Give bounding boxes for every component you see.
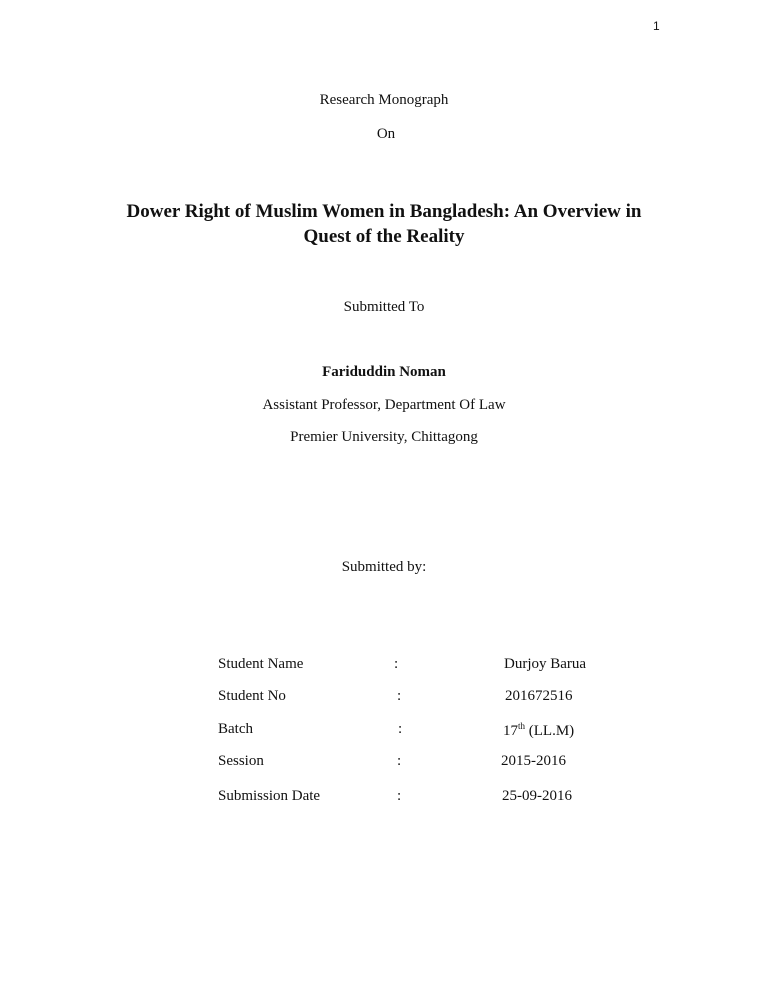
detail-label: Student Name	[218, 656, 304, 672]
page-number: 1	[653, 19, 660, 33]
detail-separator: :	[397, 753, 402, 769]
submitted-to-label: Submitted To	[343, 299, 425, 315]
detail-separator: :	[394, 656, 399, 672]
supervisor-institution: Premier University, Chittagong	[290, 429, 478, 445]
supervisor-designation: Assistant Professor, Department Of Law	[262, 397, 506, 413]
on-label: On	[376, 126, 396, 142]
detail-separator: :	[398, 721, 403, 737]
title-line-2: Quest of the Reality	[303, 226, 465, 247]
detail-value: 2015-2016	[501, 753, 566, 769]
title-line-1: Dower Right of Muslim Women in Bangladesh: An Overview in	[126, 201, 642, 222]
detail-label: Submission Date	[218, 788, 321, 804]
detail-value: 25-09-2016	[502, 788, 572, 804]
supervisor-name: Fariduddin Noman	[322, 364, 446, 380]
batch-ordinal: th	[518, 721, 526, 731]
detail-label: Session	[218, 753, 264, 769]
batch-number: 17	[503, 723, 518, 739]
detail-label: Batch	[218, 721, 253, 737]
submitted-by-label: Submitted by:	[341, 559, 427, 575]
detail-separator: :	[397, 688, 402, 704]
detail-label: Student No	[218, 688, 286, 704]
detail-value	[503, 721, 574, 740]
detail-value: 201672516	[505, 688, 573, 704]
detail-value: Durjoy Barua	[504, 656, 587, 672]
detail-separator: :	[397, 788, 402, 804]
batch-program: (LL.M)	[525, 723, 575, 739]
heading: Research Monograph	[319, 92, 449, 108]
